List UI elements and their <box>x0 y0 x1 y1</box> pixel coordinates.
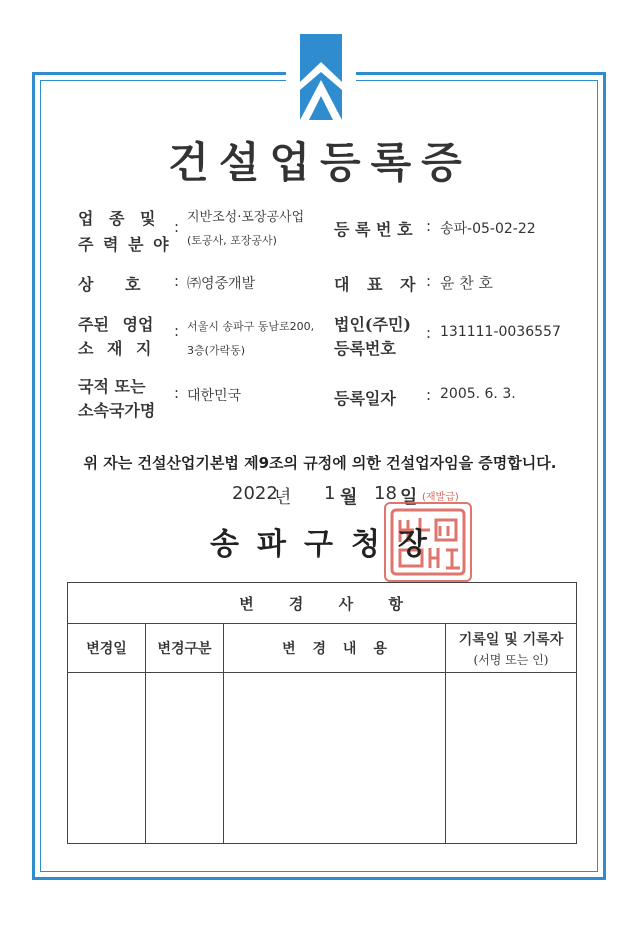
business-type-note: (토공사, 포장공사) <box>187 234 277 247</box>
reg-date-value: 2005. 6. 3. <box>440 386 516 402</box>
issue-year-unit: 년 <box>274 487 292 508</box>
col-change-type: 변경구분 <box>146 624 224 673</box>
representative-label: 대 표 자 <box>334 275 416 294</box>
corp-number-label-2: 등록번호 <box>334 339 396 358</box>
change-history-table <box>67 582 577 844</box>
nationality-value: 대한민국 <box>187 388 242 404</box>
representative-value: 윤 찬 호 <box>440 274 494 292</box>
col-record: 기록일 및 기록자 (서명 또는 인) <box>446 624 577 673</box>
reg-date-label: 등록일자 <box>334 389 396 408</box>
company-label: 상 호 <box>78 275 141 294</box>
colon: : <box>174 322 180 340</box>
change-table-title: 변 경 사 항 <box>68 583 577 624</box>
table-cell <box>146 673 224 844</box>
colon: : <box>426 217 432 235</box>
nationality-label-1: 국적 또는 <box>78 377 146 396</box>
address-value-1: 서울시 송파구 동남로200, <box>187 320 315 333</box>
corp-number-value: 131111-0036557 <box>440 324 561 340</box>
company-value: ㈜영중개발 <box>187 276 256 292</box>
table-cell <box>68 673 146 844</box>
nationality-label-2: 소속국가명 <box>78 401 156 420</box>
business-type-value: 지반조성·포장공사업 <box>187 210 305 225</box>
issuer-name: 송파구청장 <box>210 527 445 562</box>
colon: : <box>174 218 180 236</box>
issue-day-unit: 일 <box>400 487 418 508</box>
colon: : <box>174 272 180 290</box>
address-label-1: 주된 영업 <box>78 315 154 334</box>
reg-number-label: 등 록 번 호 <box>334 220 413 239</box>
col-change-content: 변 경 내 용 <box>224 624 446 673</box>
certification-statement: 위 자는 건설산업기본법 제9조의 규정에 의한 건설업자임을 증명합니다. <box>83 454 557 472</box>
colon: : <box>426 386 432 404</box>
col-record-note: (서명 또는 인) <box>473 652 549 667</box>
table-cell <box>224 673 446 844</box>
issue-year: 2022 <box>232 483 278 504</box>
reg-number-value: 송파-05-02-22 <box>440 221 536 237</box>
business-type-label-2: 주 력 분 야 <box>78 235 171 254</box>
colon: : <box>426 324 432 342</box>
address-value-2: 3층(가락동) <box>187 344 246 357</box>
issue-month: 1 <box>324 483 336 504</box>
issue-day: 18 <box>374 483 397 504</box>
reissue-note: (재발급) <box>422 492 459 503</box>
address-label-2: 소 재 지 <box>78 339 152 358</box>
colon: : <box>174 384 180 402</box>
col-change-date: 변경일 <box>68 624 146 673</box>
colon: : <box>426 272 432 290</box>
table-cell <box>446 673 577 844</box>
ministry-logo-icon <box>286 34 356 120</box>
corp-number-label-1: 법인(주민) <box>334 315 411 334</box>
issue-month-unit: 월 <box>340 487 358 508</box>
business-type-label-1: 업 종 및 <box>78 209 156 228</box>
document-title: 건설업등록증 <box>168 138 472 187</box>
